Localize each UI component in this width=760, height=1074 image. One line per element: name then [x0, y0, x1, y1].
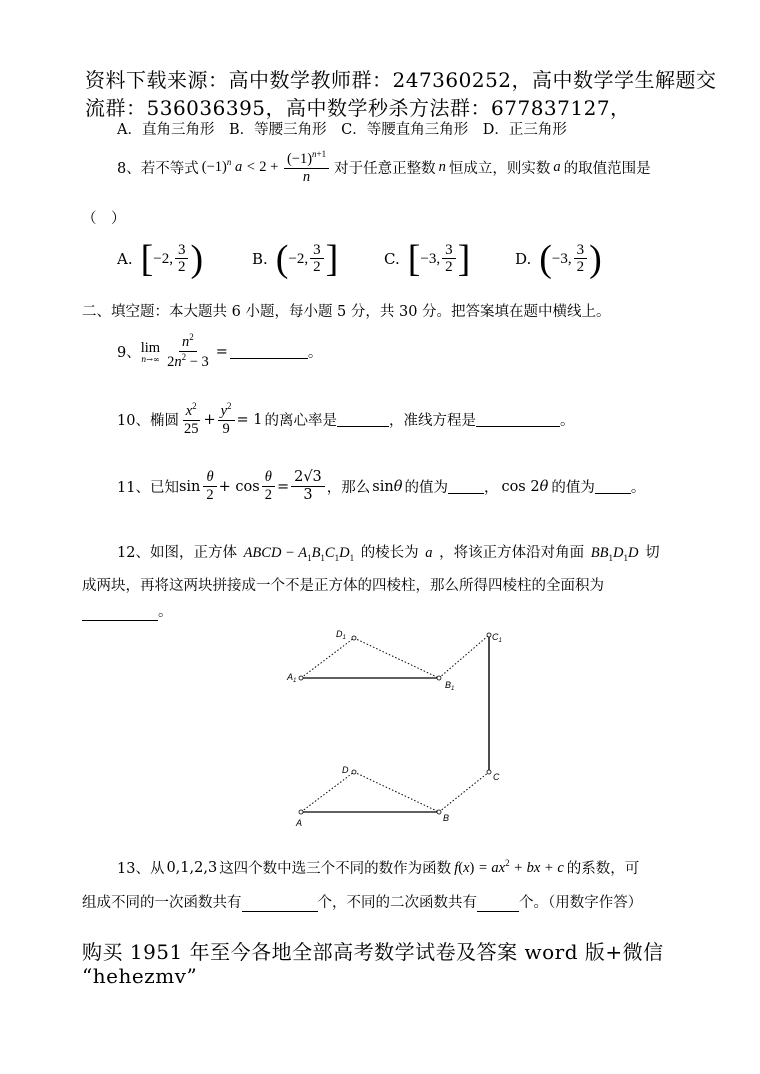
edge-b-c	[439, 772, 489, 812]
q8-choice-b-interval: ( −2, $\frac{3}{2}$ ]	[275, 238, 339, 280]
q13-nums: 0,1,2,3	[166, 859, 218, 876]
q7-options: A．直角三角形 B．等腰三角形 C．等腰直角三角形 D．正三角形	[117, 122, 567, 138]
footer-line-1: 购买 1951 年至今各地全部高考数学试卷及答案 word 版+微信	[82, 940, 664, 964]
edge-d-b	[354, 772, 439, 812]
q10-eccentricity-blank[interactable]	[337, 412, 389, 427]
label-c: C	[493, 772, 500, 782]
q10-frac-x: $\frac{x^2}{25}$	[183, 401, 199, 437]
q11-sin-blank[interactable]	[448, 479, 484, 494]
q8-choice-d	[515, 240, 602, 278]
q13-line2a: 组成不同的一次函数共有	[82, 895, 242, 911]
edge-d1-b1	[354, 638, 439, 678]
q9-limit: lim n→∞	[140, 339, 161, 364]
point-b	[437, 810, 441, 814]
cube-split-figure	[280, 620, 520, 835]
q8-a-var: a	[553, 159, 561, 176]
q9-answer-blank[interactable]	[230, 344, 308, 359]
q8-choice-a-interval: [ −2, $\frac{3}{2}$ )	[140, 238, 204, 280]
q8-label: 8、若不等式	[117, 161, 199, 178]
label-a1: $A_1$	[287, 672, 297, 684]
q12-part4: 切	[645, 545, 660, 561]
q13-part3: 的系数，可	[566, 861, 640, 877]
q10-end: 。	[560, 413, 575, 430]
q13-linear-blank[interactable]	[242, 897, 318, 912]
label-c1: $C_1$	[492, 632, 502, 644]
q8-end: 的取值范围是	[563, 161, 651, 178]
q11-label: 11、已知	[117, 480, 179, 497]
edge-b1-c1	[439, 635, 489, 678]
point-c	[487, 770, 491, 774]
q10-mid2: ，准线方程是	[389, 413, 477, 430]
q12-part1: 12、如图，正方体	[117, 545, 237, 561]
label-b: B	[443, 813, 450, 823]
q8-middle: 对于任意正整数	[334, 161, 436, 178]
q11-frac-theta-1: $\frac{\theta}{2}$	[203, 470, 216, 504]
q8-choice-c-interval: [ −3, $\frac{3}{2}$ ]	[407, 238, 471, 280]
label-b1: $B_1$	[445, 680, 455, 692]
q8-choice-b	[252, 240, 338, 278]
question-11: 11、已知 sin $\frac{\theta}{2}$ + cos $\frac{\theta}{2}$ = $\frac{2√3}{3}$ ，那么 sinθ 的值为 ， cos 2θ 的值为 。	[117, 469, 646, 503]
point-d1	[352, 636, 356, 640]
q8-choice-d-interval: ( −3, $\frac{3}{2}$ )	[539, 238, 602, 280]
q8-paren: （ ）	[82, 211, 126, 227]
header-line-2: 流群：536036395，高中数学秒杀方法群：677837127，	[85, 96, 631, 120]
q12-end: 。	[158, 604, 173, 620]
q8-inequality: $(-1)^n$ a < 2 + $\frac{(-1)^{n+1}}{n}$	[202, 150, 331, 185]
q9-end: 。	[307, 345, 323, 362]
q8-tail: 恒成立，则实数	[448, 161, 551, 178]
q11-mid3: ，	[483, 480, 499, 497]
q11-cos-blank[interactable]	[595, 479, 631, 494]
q8-choice-c	[384, 240, 470, 278]
q11-mid4: 的值为	[551, 480, 595, 497]
question-13-line-1: 13、从 0,1,2,3 这四个数中选三个不同的数作为函数 $f(x) = ax^2$ + bx + c 的系数，可	[117, 858, 640, 877]
q8-choice-d-label: D.	[515, 250, 532, 268]
q13-part1: 13、从	[117, 861, 165, 877]
q11-frac-value: $\frac{2√3}{3}$	[291, 470, 325, 504]
q10-directrix-blank[interactable]	[476, 412, 560, 427]
q8-choice-c-label: C.	[384, 250, 400, 268]
point-a	[299, 810, 303, 814]
point-b1	[437, 676, 441, 680]
section-2-heading: 二、填空题：本大题共 6 小题，每小题 5 分，共 30 分。把答案填在题中横线上。	[82, 304, 611, 320]
point-d	[352, 770, 356, 774]
question-9: 9、 lim n→∞ $\frac{n^2}{2n^2 - 3}$ = 。	[117, 332, 323, 370]
q8-choice-a-label: A.	[117, 250, 133, 268]
point-c1	[487, 633, 491, 637]
q12-part2: 的棱长为	[360, 545, 419, 561]
question-8	[117, 150, 651, 185]
q11-mid2: 的值为	[404, 480, 448, 497]
label-d: D	[342, 765, 349, 775]
q13-part2: 这四个数中选三个不同的数作为函数	[219, 861, 452, 877]
q8-choice-b-label: B.	[252, 250, 268, 268]
q8-choice-a	[117, 240, 203, 278]
q11-frac-theta-2: $\frac{\theta}{2}$	[262, 470, 275, 504]
point-a1	[299, 676, 303, 680]
q11-end: 。	[630, 480, 646, 497]
q12-answer-blank[interactable]	[82, 606, 158, 621]
label-a: A	[296, 818, 303, 828]
q11-mid: ，那么	[326, 480, 371, 497]
footer-line-2: “hehezmv”	[82, 964, 198, 988]
edge-a1-d1	[301, 638, 354, 678]
question-10: 10、椭圆 $\frac{x^2}{25}$ + $\frac{y^2}{9}$ = 1 的离心率是 ，准线方程是 。	[117, 401, 575, 437]
q10-mid: 的离心率是	[264, 413, 338, 430]
q9-label: 9、	[117, 345, 141, 362]
q13-line2c: 个。（用数字作答）	[519, 895, 643, 911]
label-d1: $D_1$	[336, 629, 346, 641]
header-line-1: 资料下载来源：高中数学教师群：247360252，高中数学学生解题交	[85, 68, 717, 92]
edge-a-d	[301, 772, 354, 812]
question-12-line-2: 成两块，再将这两块拼接成一个不是正方体的四棱柱，那么所得四棱柱的全面积为	[82, 578, 604, 594]
q12-part3: ，将该正方体沿对角面	[439, 545, 585, 561]
question-12-line-1: 12、如图，正方体 ABCD − $A_1B_1C_1D_1$ 的棱长为 a ，将该正方体沿对角面 $BB_1D_1D$ 切	[117, 545, 660, 563]
question-12-line-3	[82, 600, 173, 621]
q10-label: 10、椭圆	[117, 413, 179, 430]
q13-line2b: 个，不同的二次函数共有	[317, 895, 477, 911]
q9-fraction: $\frac{n^2}{2n^2 - 3}$	[167, 332, 209, 370]
question-13-line-2	[82, 891, 642, 912]
q10-frac-y: $\frac{y^2}{9}$	[218, 402, 235, 437]
q8-n-var: n	[438, 159, 446, 176]
q13-quadratic-blank[interactable]	[477, 897, 519, 912]
